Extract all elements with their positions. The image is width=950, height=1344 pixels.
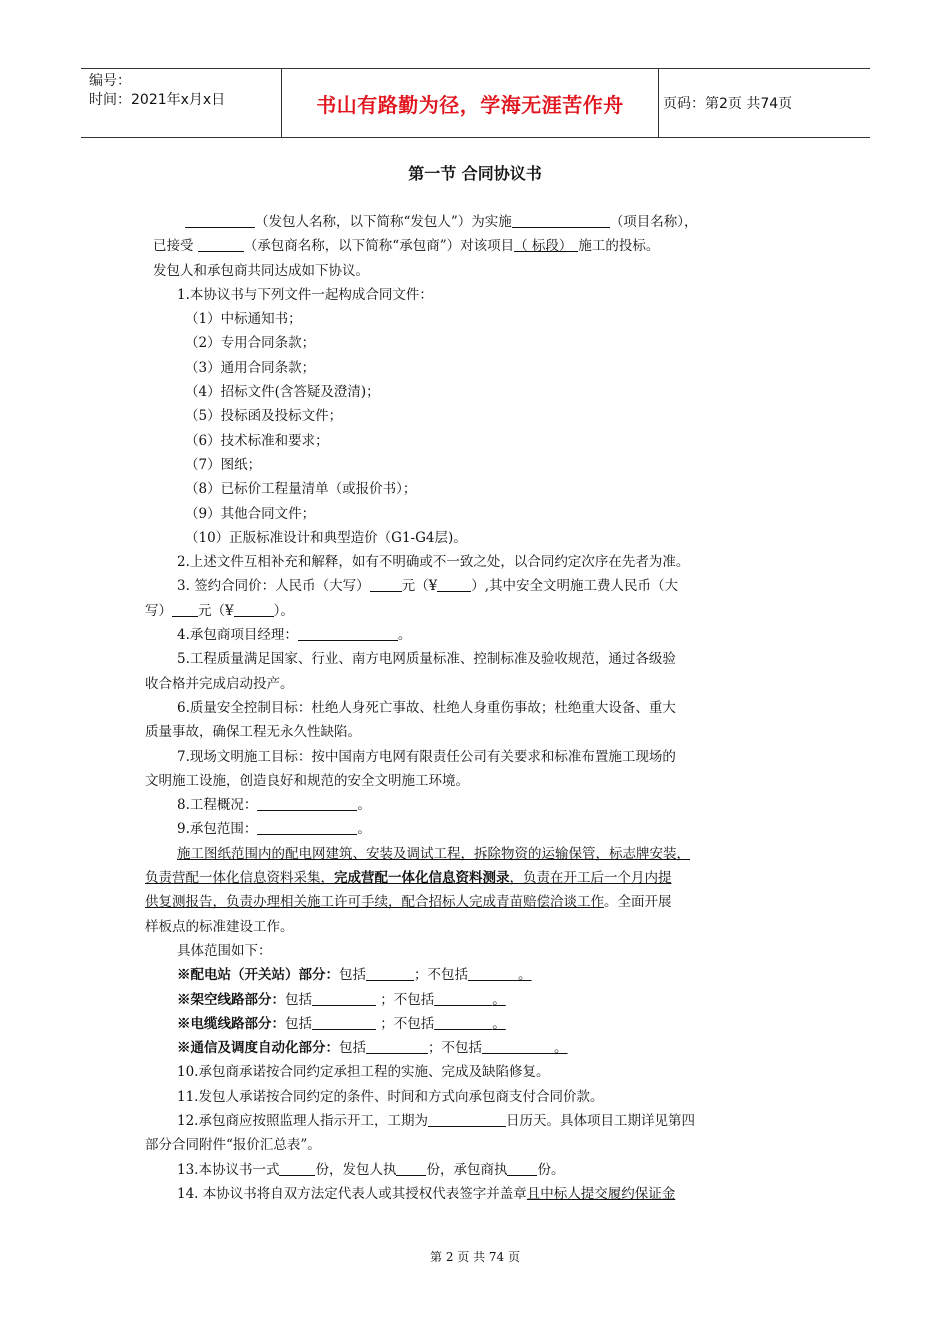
clause-10: 10.承包商承诺按合同约定承担工程的实施、完成及缺陷修复。: [177, 1064, 550, 1081]
motto: 书山有路勤为径，学海无涯苦作舟: [281, 69, 659, 137]
text: [482, 1040, 568, 1056]
text: 9.承包范围：: [177, 821, 258, 838]
text: 且中标人提交履约保证金: [526, 1185, 676, 1202]
text: （发包人名称，以下简称“发包人”）为实施: [255, 214, 512, 230]
blank: [234, 601, 274, 617]
clause-3: [145, 574, 815, 598]
clause-3-cont: [145, 599, 815, 623]
text: 施工的投标。: [578, 238, 660, 255]
doc-item: （2）专用合同条款；: [185, 335, 316, 352]
intro-line-3: 发包人和承包商共同达成如下协议。: [153, 262, 369, 279]
text: 日历天。具体项目工期详见第四: [505, 1112, 695, 1129]
clause-11: 11.发包人承诺按合同约定的条件、时间和方式向承包商支付合同价款。: [177, 1088, 604, 1105]
blank: [298, 625, 398, 641]
page-header: [81, 68, 870, 138]
blank: [512, 212, 610, 228]
blank: [257, 795, 357, 811]
text: ；不包括: [428, 1040, 482, 1057]
doc-item: （1）中标通知书；: [185, 311, 302, 328]
clause-9: [145, 817, 815, 841]
clause-1: 1.本协议书与下列文件一起构成合同文件：: [177, 286, 433, 303]
text: 。: [397, 627, 412, 644]
text: 份，发包人执: [315, 1161, 397, 1178]
intro-line-1: [145, 210, 815, 234]
text: ※配电站（开关站）部分：: [177, 967, 339, 984]
clause-4: [145, 623, 815, 647]
blank: [312, 990, 376, 1006]
blank: [428, 1111, 506, 1127]
text: [434, 1016, 506, 1032]
scope-line-3: [145, 890, 815, 914]
text: ）。: [273, 602, 294, 619]
clause-13: [145, 1158, 815, 1182]
part-substation: [145, 963, 815, 987]
intro-line-2: [145, 234, 815, 258]
blank: [279, 1160, 315, 1176]
text: 份。: [537, 1161, 565, 1178]
text: [468, 967, 532, 983]
blank: [434, 1014, 492, 1030]
text: 。: [357, 797, 371, 814]
text: （项目名称），: [609, 214, 698, 230]
blank: [172, 601, 198, 617]
text: 供复测报告，负责办理相关施工许可手续，配合招标人完成青苗赔偿洽谈工作: [145, 894, 604, 911]
clause-12-cont: 部分合同附件“报价汇总表”。: [145, 1137, 321, 1154]
clause-2: 2.上述文件互相补充和解释，如有不明确或不一致之处，以合同约定次序在先者为准。: [177, 554, 690, 571]
text: ※电缆线路部分：: [177, 1015, 285, 1032]
text: ※通信及调度自动化部分：: [177, 1040, 339, 1057]
text: ※架空线路部分：: [177, 991, 285, 1008]
scope-line-4: 样板点的标准建设工作。: [145, 918, 294, 935]
blank: [312, 1014, 376, 1030]
text: 。: [554, 1040, 568, 1057]
doc-item: （7）图纸；: [185, 456, 262, 473]
text: 完成营配一体化信息资料测录: [334, 870, 510, 887]
text: 。: [492, 1015, 506, 1032]
blank: [185, 212, 255, 228]
text: 负责营配一体化信息资料采集，: [145, 870, 334, 887]
text: ；不包括: [414, 967, 468, 984]
blank: [198, 236, 244, 252]
text: 。全面开展: [604, 894, 672, 911]
part-communication: [145, 1036, 815, 1060]
document-body: [145, 210, 815, 1206]
text: ；不包括: [380, 1015, 435, 1032]
text: （ 标段）: [514, 238, 573, 255]
text: 12.承包商应按照监理人指示开工，工期为: [177, 1112, 428, 1129]
blank: [434, 990, 492, 1006]
blank: [468, 965, 518, 981]
clause-12: [145, 1109, 815, 1133]
text: 14. 本协议书将自双方法定代表人或其授权代表签字并盖章: [177, 1185, 527, 1202]
clause-7: 7.现场文明施工目标：按中国南方电网有限责任公司有关要求和标准布置施工现场的: [177, 748, 676, 765]
page-footer: 第 2 页 共 74 页: [430, 1250, 520, 1264]
text: 元（¥: [401, 578, 438, 595]
number-label: 编号：: [89, 73, 131, 89]
clause-7-cont: 文明施工设施，创造良好和规范的安全文明施工环境。: [145, 772, 469, 789]
scope-line-1: 施工图纸范围内的配电网建筑、安装及调试工程，拆除物资的运输保管，标志牌安装，: [177, 845, 690, 862]
doc-item: （5）投标函及投标文件；: [185, 408, 343, 425]
blank: [437, 576, 471, 592]
text: 包括: [285, 1015, 312, 1032]
text: ）,其中安全文明施工费人民币（大: [471, 578, 679, 595]
time-label: 时间：2021年x月x日: [89, 92, 226, 108]
blank: [257, 819, 357, 835]
scope-detail: 具体范围如下：: [177, 942, 272, 959]
text: 13.本协议书一式: [177, 1161, 280, 1178]
text: ；不包括: [380, 991, 435, 1008]
clause-5: 5.工程质量满足国家、行业、南方电网质量标准、控制标准及验收规范，通过各级验: [177, 651, 676, 668]
clause-6-cont: 质量事故，确保工程无永久性缺陷。: [145, 724, 361, 741]
text: ，负责在开工后一个月内提: [509, 870, 672, 887]
clause-6: 6.质量安全控制目标：杜绝人身死亡事故、杜绝人身重伤事故；杜绝重大设备、重大: [177, 699, 676, 716]
text: 份，承包商执: [426, 1161, 508, 1178]
clause-14: [145, 1182, 815, 1206]
text: 。: [518, 967, 532, 984]
text: 已接受: [153, 238, 194, 255]
text: 写）: [145, 602, 172, 619]
blank: [507, 1160, 537, 1176]
scope-line-2: [145, 866, 815, 890]
text: 4.承包商项目经理：: [177, 627, 298, 644]
blank: [366, 1038, 428, 1054]
text: [434, 992, 506, 1008]
blank: [366, 965, 414, 981]
text: 。: [492, 991, 506, 1008]
blank: [482, 1038, 554, 1054]
text: 包括: [339, 1040, 366, 1057]
doc-item: （3）通用合同条款；: [185, 359, 316, 376]
blank: [370, 576, 402, 592]
text: 元（¥: [198, 602, 234, 619]
text: 3. 签约合同价：人民币（大写）: [177, 578, 370, 595]
doc-item: （10）正版标准设计和典型造价（G1-G4层)。: [185, 529, 467, 546]
doc-item: （4）招标文件(含答疑及澄清)；: [185, 384, 380, 401]
blank: [396, 1160, 426, 1176]
page-title: 第一节 合同协议书: [408, 164, 542, 183]
text: 。: [357, 821, 371, 838]
text: 8.工程概况：: [177, 797, 258, 814]
clause-8: [145, 793, 815, 817]
part-overhead: [145, 988, 815, 1012]
part-cable: [145, 1012, 815, 1036]
text: 包括: [285, 991, 312, 1008]
clause-5-cont: 收合格并完成启动投产。: [145, 675, 294, 692]
text: （承包商名称，以下简称“承包商”）对该项目: [243, 238, 515, 255]
header-meta: [81, 69, 289, 140]
doc-item: （9）其他合同文件；: [185, 505, 316, 522]
text: 包括: [339, 967, 366, 984]
page-label: 页码：第2页 共74页: [663, 96, 793, 112]
doc-item: （8）已标价工程量清单（或报价书）；: [185, 481, 417, 498]
doc-item: （6）技术标准和要求；: [185, 432, 329, 449]
